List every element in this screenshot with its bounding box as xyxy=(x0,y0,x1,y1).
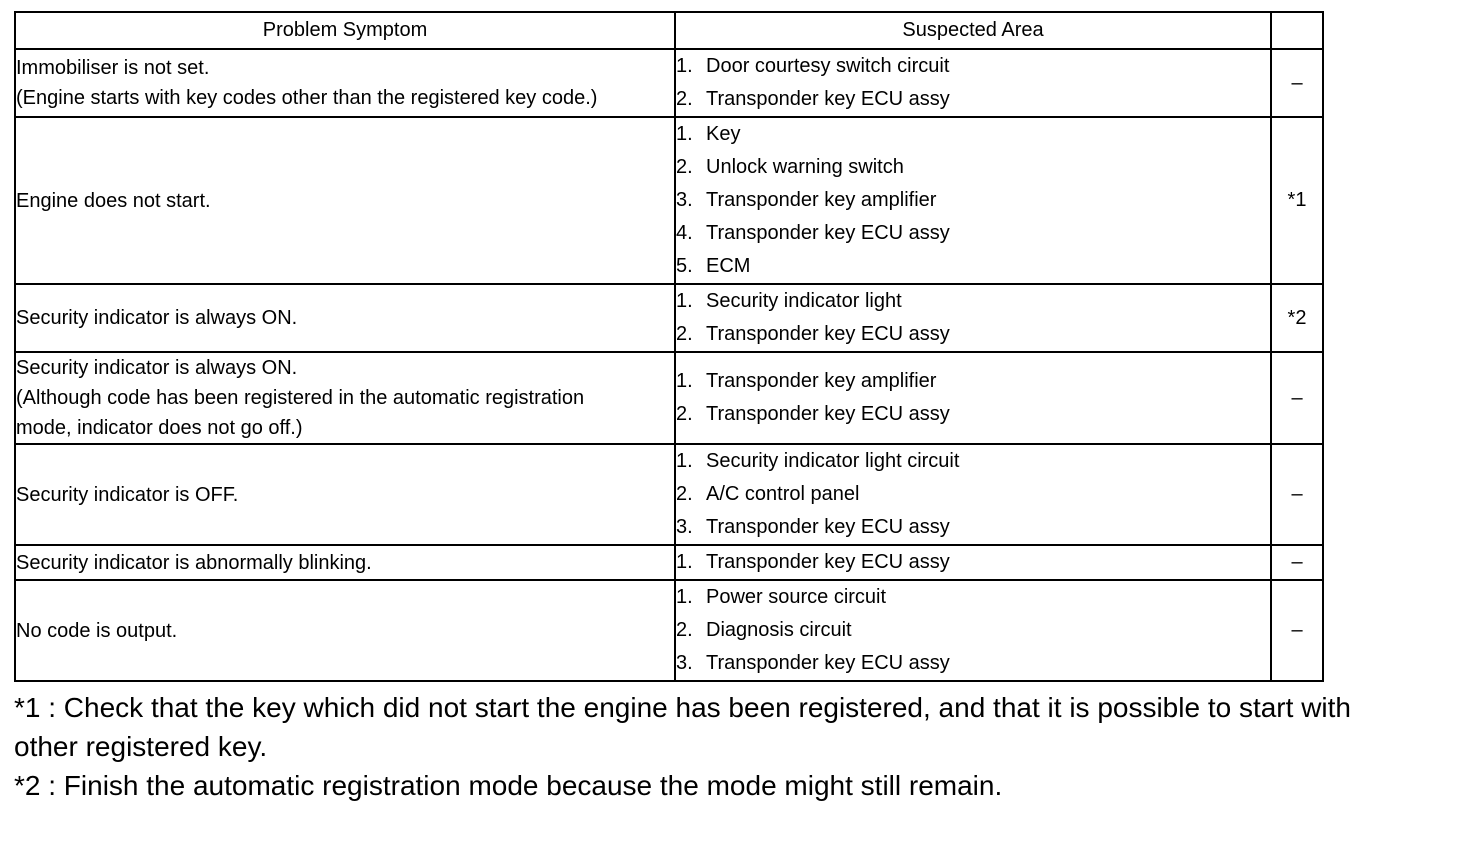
item-text: ECM xyxy=(706,255,751,277)
item-number: 2. xyxy=(676,619,693,641)
item-number: 1. xyxy=(676,55,693,77)
list-item xyxy=(676,445,1270,478)
list-item xyxy=(676,511,1270,544)
table-row xyxy=(15,49,1323,117)
list-item xyxy=(676,118,1270,151)
list-item xyxy=(676,647,1270,680)
item-number: 1. xyxy=(676,290,693,312)
symptom-text: Security indicator is always ON. xyxy=(16,357,298,379)
symptom-text: Immobiliser is not set. xyxy=(16,57,210,79)
item-text: Transponder key amplifier xyxy=(706,370,937,392)
item-text: Unlock warning switch xyxy=(706,156,904,178)
list-item xyxy=(676,184,1270,217)
list-item xyxy=(676,318,1270,351)
header-suspected-area: Suspected Area xyxy=(675,12,1271,49)
note-cell: – xyxy=(1271,580,1323,681)
item-number: 2. xyxy=(676,483,693,505)
item-text: A/C control panel xyxy=(706,483,860,505)
item-number: 1. xyxy=(676,370,693,392)
item-text: Transponder key ECU assy xyxy=(706,551,950,573)
symptom-cell xyxy=(15,580,675,681)
item-number: 2. xyxy=(676,88,693,110)
symptom-text: (Engine starts with key codes other than the registered key code.) xyxy=(16,87,598,109)
suspected-area-cell xyxy=(675,284,1271,352)
suspected-area-cell xyxy=(675,580,1271,681)
table-row xyxy=(15,117,1323,284)
header-note xyxy=(1271,12,1323,49)
list-item xyxy=(676,83,1270,116)
item-number: 5. xyxy=(676,255,693,277)
item-number: 3. xyxy=(676,652,693,674)
note-cell: – xyxy=(1271,49,1323,117)
list-item xyxy=(676,250,1270,283)
suspected-area-cell xyxy=(675,117,1271,284)
item-text: Security indicator light circuit xyxy=(706,450,960,472)
footnotes xyxy=(14,688,1459,805)
symptom-text: No code is output. xyxy=(16,619,178,642)
item-text: Transponder key ECU assy xyxy=(706,88,950,110)
footnote-1: *1 : Check that the key which did not start the engine has been registered, and that it is possible to start with xyxy=(14,692,1351,723)
list-item xyxy=(676,546,1270,579)
table-header-row xyxy=(15,12,1323,49)
footnote-1-continued: other registered key. xyxy=(14,731,268,762)
list-item xyxy=(676,151,1270,184)
symptom-cell xyxy=(15,49,675,117)
symptom-cell xyxy=(15,545,675,580)
problem-symptoms-table xyxy=(14,11,1324,682)
table-row xyxy=(15,545,1323,580)
suspected-area-cell xyxy=(675,352,1271,444)
list-item xyxy=(676,50,1270,83)
item-number: 1. xyxy=(676,450,693,472)
item-text: Transponder key ECU assy xyxy=(706,516,950,538)
table-row xyxy=(15,444,1323,545)
symptom-text: mode, indicator does not go off.) xyxy=(16,417,303,439)
list-item xyxy=(676,398,1270,431)
item-number: 2. xyxy=(676,156,693,178)
item-text: Transponder key ECU assy xyxy=(706,323,950,345)
item-number: 2. xyxy=(676,323,693,345)
list-item xyxy=(676,285,1270,318)
note-cell: *1 xyxy=(1271,117,1323,284)
list-item xyxy=(676,365,1270,398)
item-number: 1. xyxy=(676,551,693,573)
item-number: 3. xyxy=(676,189,693,211)
note-cell: – xyxy=(1271,352,1323,444)
list-item xyxy=(676,217,1270,250)
item-number: 3. xyxy=(676,516,693,538)
item-number: 1. xyxy=(676,123,693,145)
item-text: Transponder key ECU assy xyxy=(706,222,950,244)
item-text: Transponder key ECU assy xyxy=(706,652,950,674)
header-problem-symptom: Problem Symptom xyxy=(15,12,675,49)
symptom-text: Security indicator is OFF. xyxy=(16,483,239,506)
symptom-text: (Although code has been registered in the automatic registration xyxy=(16,387,585,409)
symptom-text: Engine does not start. xyxy=(16,189,211,212)
item-text: Diagnosis circuit xyxy=(706,619,852,641)
symptom-cell xyxy=(15,352,675,444)
list-item xyxy=(676,614,1270,647)
item-text: Transponder key amplifier xyxy=(706,189,937,211)
suspected-area-cell xyxy=(675,444,1271,545)
symptom-cell xyxy=(15,444,675,545)
note-cell: – xyxy=(1271,545,1323,580)
item-text: Door courtesy switch circuit xyxy=(706,55,950,77)
list-item xyxy=(676,478,1270,511)
footnote-2: *2 : Finish the automatic registration mode because the mode might still remain. xyxy=(14,770,1003,801)
symptom-text: Security indicator is abnormally blinking. xyxy=(16,551,372,574)
item-number: 1. xyxy=(676,586,693,608)
item-number: 4. xyxy=(676,222,693,244)
table-row xyxy=(15,352,1323,444)
symptom-cell xyxy=(15,117,675,284)
symptom-cell xyxy=(15,284,675,352)
item-text: Transponder key ECU assy xyxy=(706,403,950,425)
table-row xyxy=(15,284,1323,352)
item-number: 2. xyxy=(676,403,693,425)
item-text: Power source circuit xyxy=(706,586,887,608)
item-text: Security indicator light xyxy=(706,290,902,312)
suspected-area-cell xyxy=(675,49,1271,117)
table-row xyxy=(15,580,1323,681)
symptom-text: Security indicator is always ON. xyxy=(16,307,298,329)
note-cell: – xyxy=(1271,444,1323,545)
note-cell: *2 xyxy=(1271,284,1323,352)
list-item xyxy=(676,581,1270,614)
document-page xyxy=(14,11,1459,805)
item-text: Key xyxy=(706,123,741,145)
suspected-area-cell xyxy=(675,545,1271,580)
